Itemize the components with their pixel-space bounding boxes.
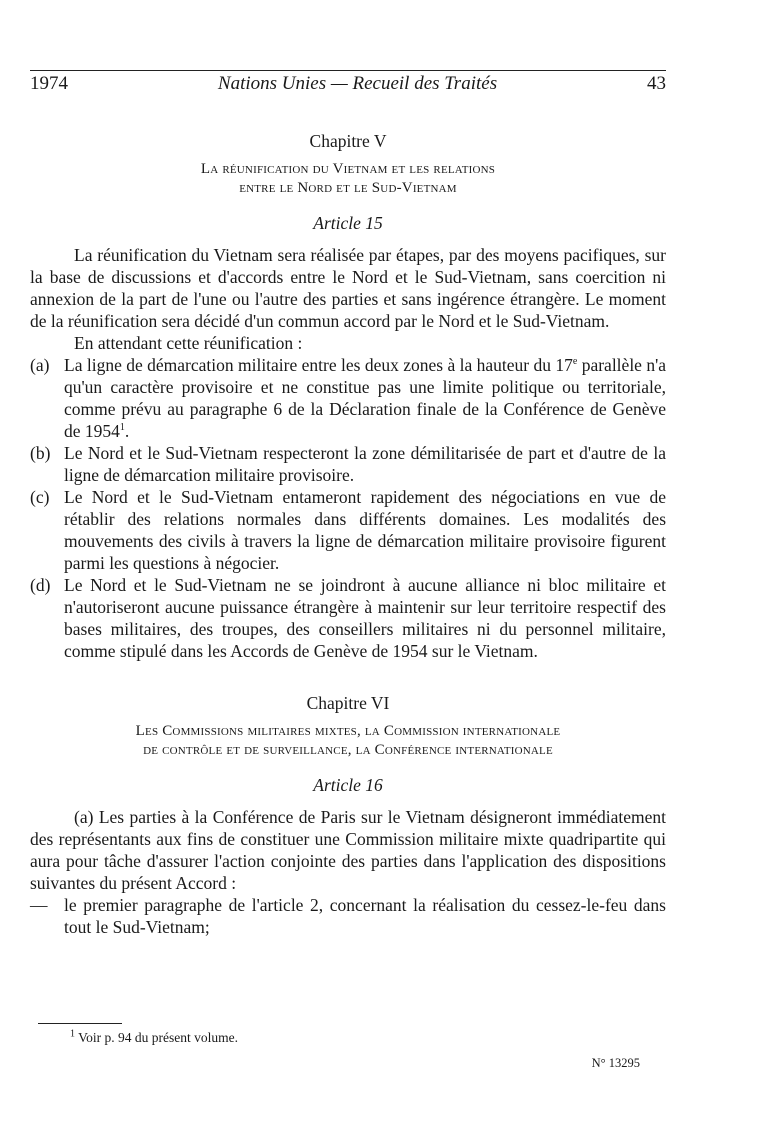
section-gap bbox=[30, 662, 666, 692]
list-item bbox=[30, 574, 666, 662]
chapter-6-subtitle-line1: Les Commissions militaires mixtes, la Commission internationale bbox=[135, 723, 561, 739]
article-16-title: Article 16 bbox=[313, 775, 383, 795]
page-content bbox=[30, 130, 666, 938]
list-item bbox=[30, 486, 666, 574]
chapter-6-subtitle-line2: de contrôle et de surveillance, la Conférence internationale bbox=[143, 742, 553, 758]
paragraph-label: (a) bbox=[74, 807, 94, 827]
footnote-ref[interactable]: 1 bbox=[119, 422, 125, 434]
header-page-number: 43 bbox=[647, 73, 666, 94]
document-page bbox=[30, 0, 666, 1123]
dash-marker: — bbox=[30, 895, 48, 915]
item-text-part: . bbox=[124, 421, 130, 441]
list-item bbox=[30, 894, 666, 938]
item-text: le premier paragraphe de l'article 2, concernant la réalisation du cessez-le-feu dans tout le Sud-Vietnam; bbox=[64, 895, 666, 937]
chapter-5-subtitle bbox=[30, 160, 666, 198]
footnote bbox=[70, 1030, 238, 1046]
chapter-6-title: Chapitre VI bbox=[306, 693, 390, 713]
list-item bbox=[30, 442, 666, 486]
footnote-text: Voir p. 94 du présent volume. bbox=[78, 1030, 238, 1045]
item-text: Le Nord et le Sud-Vietnam ne se joindront à aucune alliance ni bloc militaire et n'autoriseront aucune puissance étrangère à maintenir sur leur territoire respectif des bases militaires, des troupes, des conseillers militaires ni du personnel militaire, comme stipulé dans les Accords de Genève de 1954 sur le Vietnam. bbox=[64, 575, 666, 661]
footnote-divider bbox=[38, 1023, 122, 1024]
running-header bbox=[30, 70, 666, 97]
article-15-title: Article 15 bbox=[313, 213, 383, 233]
item-text: Le Nord et le Sud-Vietnam entameront rapidement des négociations en vue de rétablir des relations normales dans différents domaines. Les modalités des mouvements des civils à travers la ligne de démarcation militaire provisoire figurent parmi les questions à négocier. bbox=[64, 487, 666, 573]
list-item bbox=[30, 354, 666, 442]
item-label: (b) bbox=[30, 443, 51, 463]
chapter-5-subtitle-line2: entre le Nord et le Sud-Vietnam bbox=[239, 180, 457, 196]
article-16-paragraph bbox=[30, 806, 666, 894]
ordinal-superscript: e bbox=[572, 356, 578, 368]
item-label: (d) bbox=[30, 575, 51, 595]
treaty-number: N° 13295 bbox=[591, 1056, 640, 1070]
header-title: Nations Unies — Recueil des Traités bbox=[217, 73, 498, 94]
header-year: 1974 bbox=[30, 73, 68, 94]
chapter-6-subtitle bbox=[30, 722, 666, 760]
item-label: (a) bbox=[30, 355, 50, 375]
chapter-5-title: Chapitre V bbox=[309, 131, 387, 151]
item-text-part: La ligne de démarcation militaire entre les deux zones à la hauteur du 17 bbox=[64, 355, 573, 375]
chapter-5-subtitle-line1: La réunification du Vietnam et les relations bbox=[200, 161, 496, 177]
item-text bbox=[64, 354, 666, 442]
item-text-part: parallèle n'a qu'un caractère provisoire et ne constitue pas une limite politique ou territoriale, comme prévu au paragraphe 6 de la Déclaration finale de la Conférence de Genève de 1954 bbox=[64, 355, 666, 441]
footnote-marker: 1 bbox=[70, 1028, 75, 1040]
paragraph-text: Les parties à la Conférence de Paris sur le Vietnam désigneront immédiatement des représentants aux fins de constituer une Commission militaire mixte quadripartite qui aura pour tâche d'assurer l'action conjointe des parties dans l'application des dispositions suivantes du présent Accord : bbox=[30, 807, 666, 893]
item-label: (c) bbox=[30, 487, 50, 507]
article-15-paragraph: La réunification du Vietnam sera réalisée par étapes, par des moyens pacifiques, sur la base de discussions et d'accords entre le Nord et le Sud-Vietnam, sans coercition ni annexion de la part de l'une ou l'autre des parties et sans ingérence étrangère. Le moment de la réunification sera décidé d'un commun accord par le Nord et le Sud-Vietnam. bbox=[30, 245, 666, 331]
article-15-intro: En attendant cette réunification : bbox=[74, 333, 303, 353]
item-text: Le Nord et le Sud-Vietnam respecteront la zone démilitarisée de part et d'autre de la ligne de démarcation militaire provisoire. bbox=[64, 443, 666, 485]
